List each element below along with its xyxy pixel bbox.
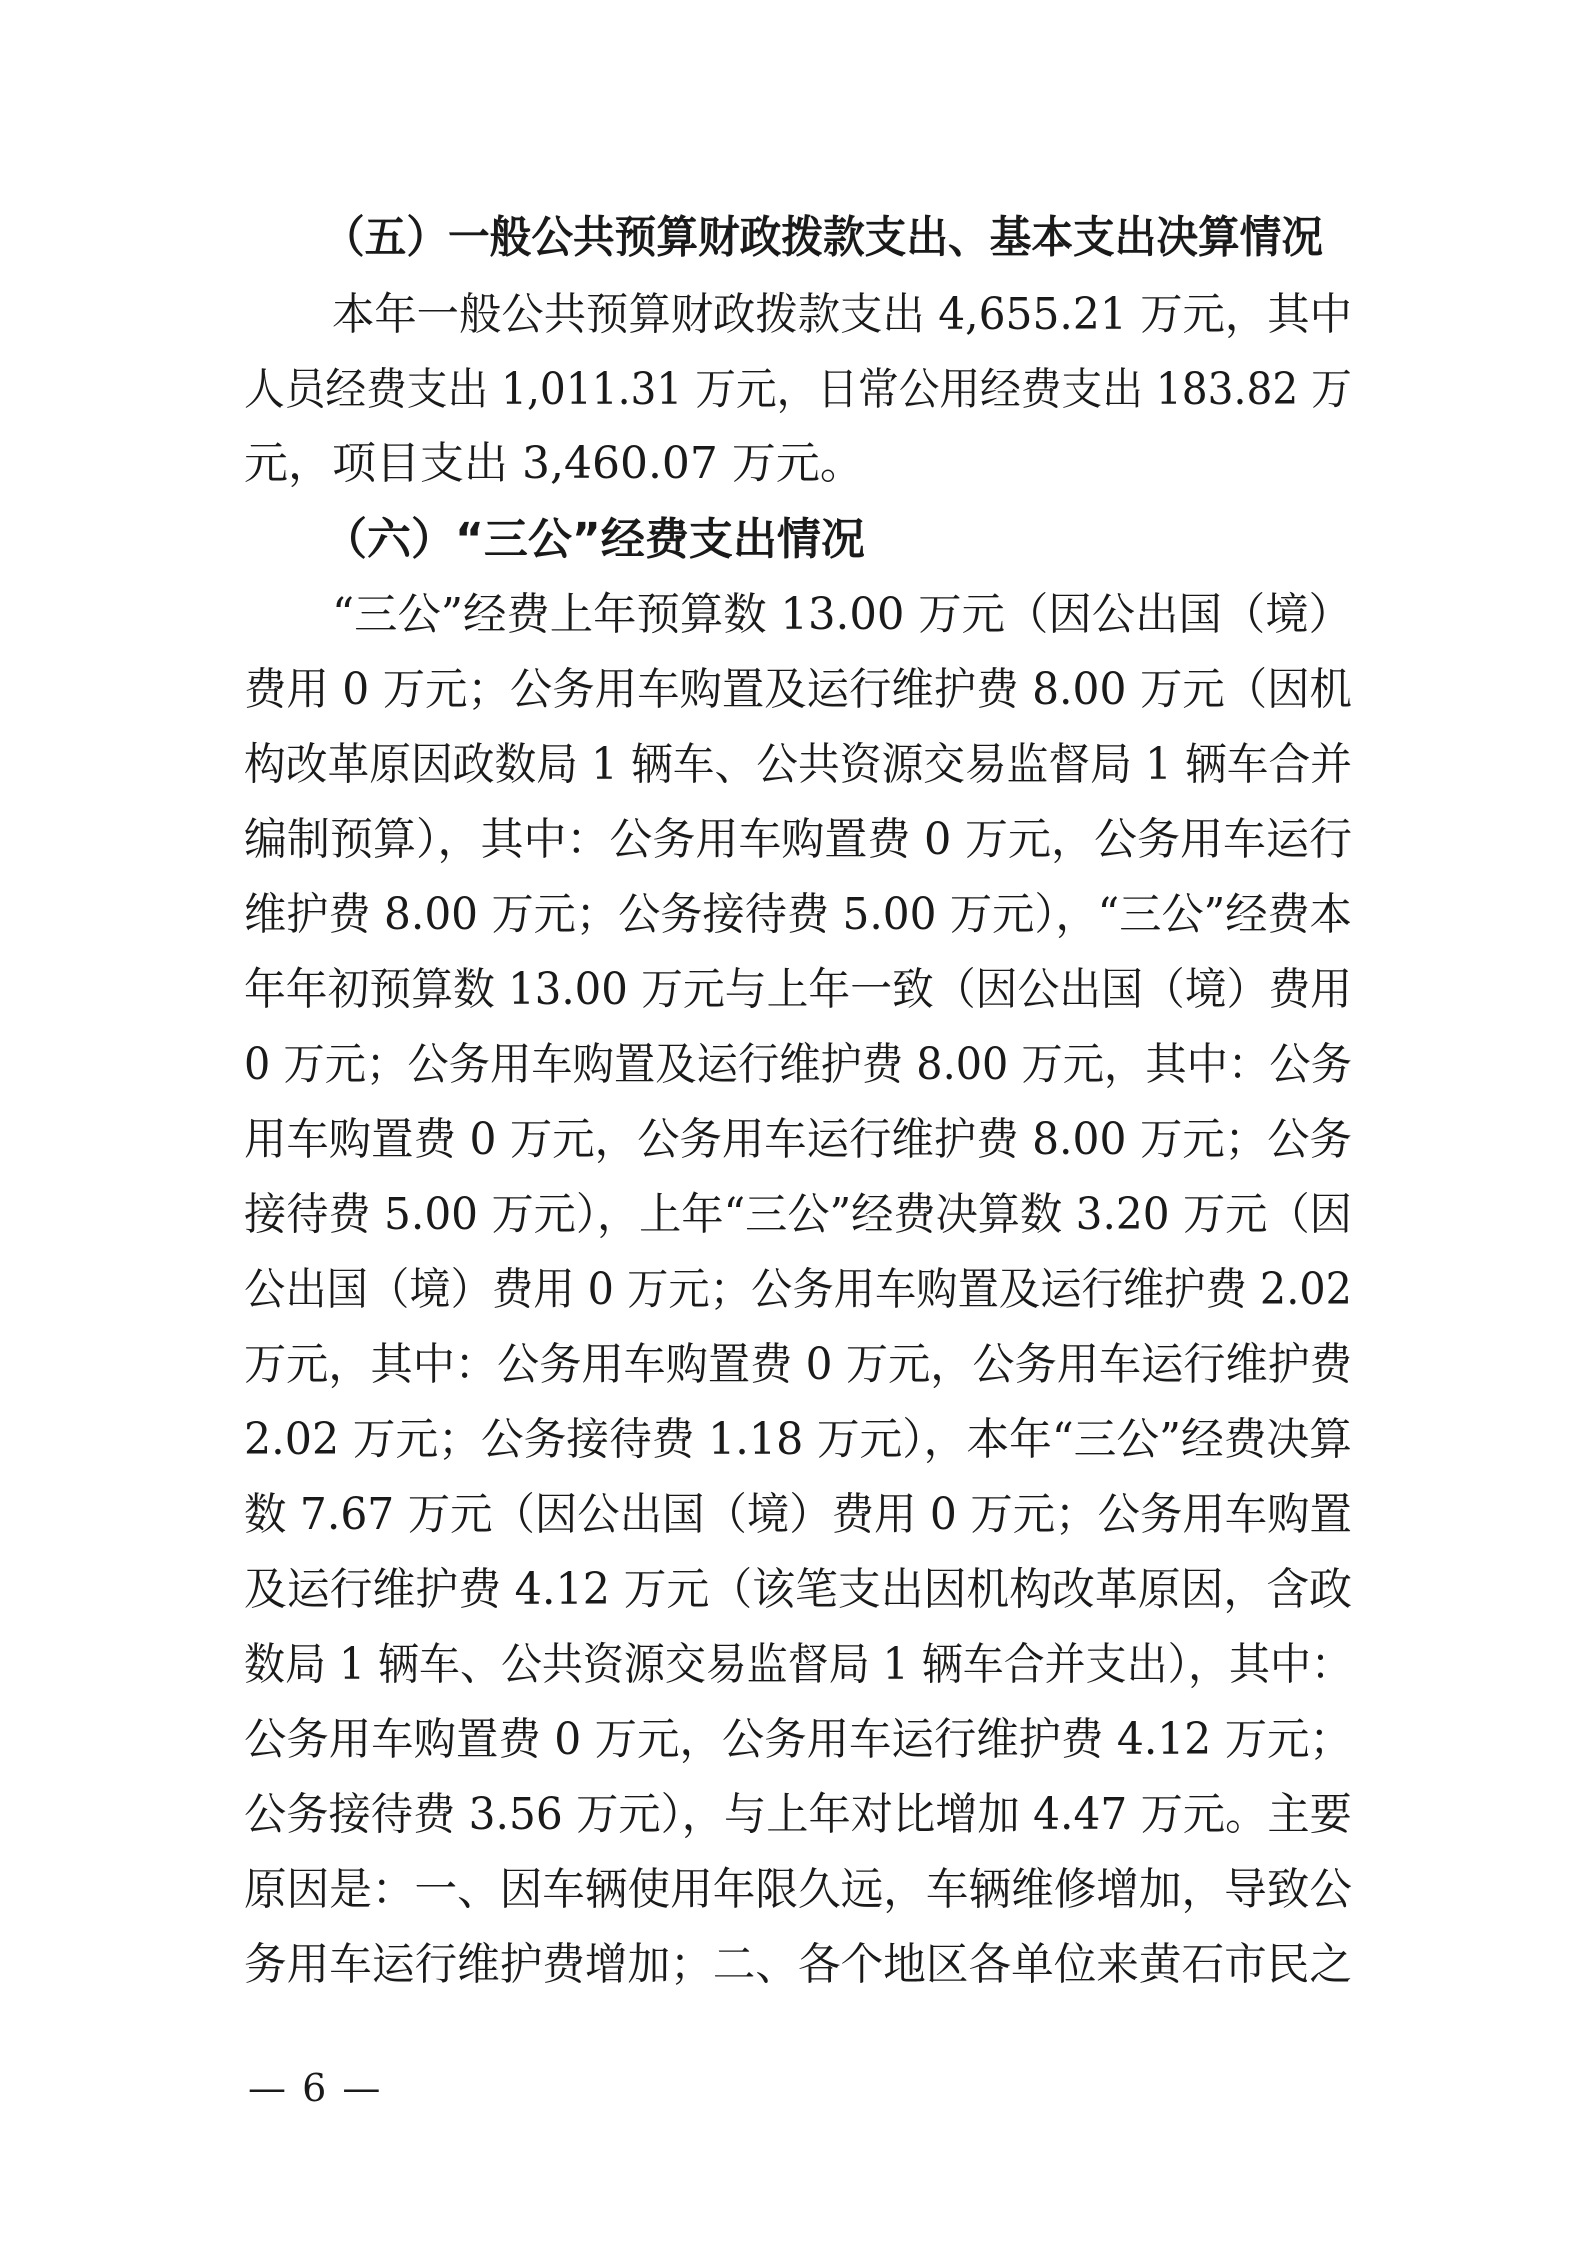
paragraph-line: 编制预算），其中：公务用车购置费 0 万元，公务用车运行 bbox=[244, 814, 1352, 865]
paragraph-line: 用车购置费 0 万元，公务用车运行维护费 8.00 万元；公务 bbox=[244, 1114, 1352, 1165]
paragraph-line: 及运行维护费 4.12 万元（该笔支出因机构改革原因，含政 bbox=[244, 1564, 1352, 1615]
paragraph-line: 本年一般公共预算财政拨款支出 4,655.21 万元，其中 bbox=[332, 289, 1352, 340]
paragraph-line: 元，项目支出 3,460.07 万元。 bbox=[244, 438, 864, 489]
paragraph-line: 原因是：一、因车辆使用年限久远，车辆维修增加，导致公 bbox=[244, 1864, 1352, 1915]
paragraph-line: 费用 0 万元；公务用车购置及运行维护费 8.00 万元（因机 bbox=[244, 664, 1352, 715]
paragraph-line: 务用车运行维护费增加；二、各个地区各单位来黄石市民之 bbox=[244, 1939, 1352, 1990]
paragraph-line: 公务用车购置费 0 万元，公务用车运行维护费 4.12 万元； bbox=[244, 1714, 1352, 1765]
paragraph-line: “三公”经费上年预算数 13.00 万元（因公出国（境） bbox=[332, 589, 1352, 640]
paragraph-line: 0 万元；公务用车购置及运行维护费 8.00 万元，其中：公务 bbox=[244, 1039, 1352, 1090]
paragraph-line: 年年初预算数 13.00 万元与上年一致（因公出国（境）费用 bbox=[244, 964, 1352, 1015]
paragraph-line: 维护费 8.00 万元；公务接待费 5.00 万元），“三公”经费本 bbox=[244, 889, 1352, 940]
section-heading-6: （六）“三公”经费支出情况 bbox=[323, 514, 865, 565]
paragraph-line: 公务接待费 3.56 万元），与上年对比增加 4.47 万元。主要 bbox=[244, 1789, 1352, 1840]
page-number: — 6 — bbox=[248, 2066, 383, 2110]
paragraph-line: 人员经费支出 1,011.31 万元，日常公用经费支出 183.82 万 bbox=[244, 364, 1352, 415]
paragraph-line: 数 7.67 万元（因公出国（境）费用 0 万元；公务用车购置 bbox=[244, 1489, 1352, 1540]
paragraph-line: 公出国（境）费用 0 万元；公务用车购置及运行维护费 2.02 bbox=[244, 1264, 1352, 1315]
paragraph-line: 数局 1 辆车、公共资源交易监督局 1 辆车合并支出），其中： bbox=[244, 1639, 1352, 1690]
section-heading-5: （五）一般公共预算财政拨款支出、基本支出决算情况 bbox=[323, 212, 1323, 263]
paragraph-line: 接待费 5.00 万元），上年“三公”经费决算数 3.20 万元（因 bbox=[244, 1189, 1352, 1240]
paragraph-line: 构改革原因政数局 1 辆车、公共资源交易监督局 1 辆车合并 bbox=[244, 739, 1352, 790]
paragraph-line: 2.02 万元；公务接待费 1.18 万元），本年“三公”经费决算 bbox=[244, 1414, 1352, 1465]
paragraph-line: 万元，其中：公务用车购置费 0 万元，公务用车运行维护费 bbox=[244, 1339, 1352, 1390]
